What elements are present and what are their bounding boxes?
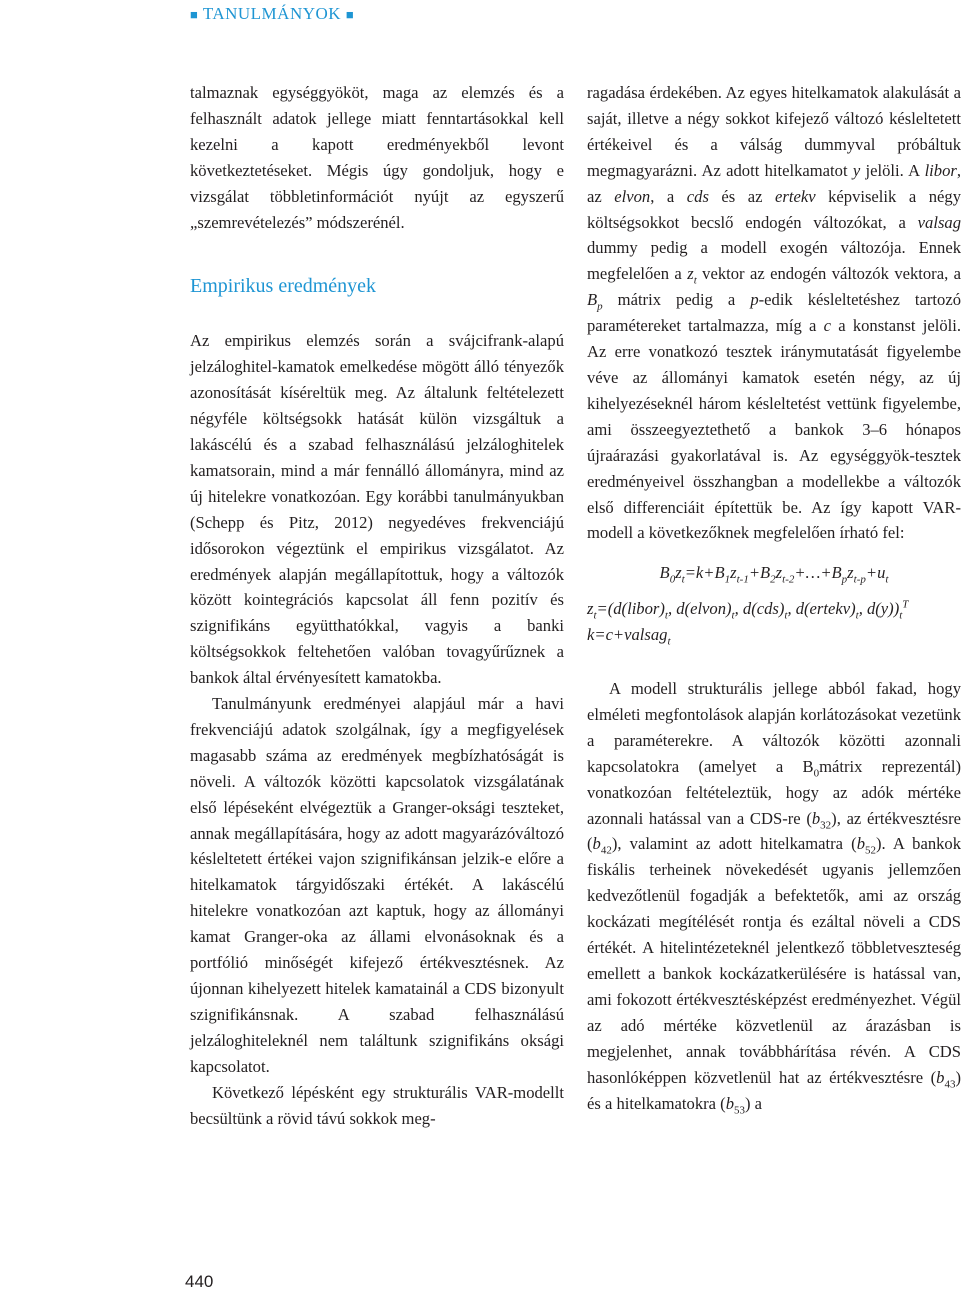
equation-var-model: $B_0z_t=k+B_1z_{t-1}+B_2z_{t-2}+\dots+B_pz_{t-p}+u_t$: [659, 563, 889, 586]
left-paragraph-2: Az empirikus elemzés során a svájcifrank-alapú jelzáloghitel-kamatok emelkedése mögött álló tényezők azonosítását kíséreltük meg. Az általunk feltételezett négyféle költségsokk hatását külön vizsgáltuk a lakáscélú és a szabad felhasználású jelzáloghitelek kamatsorain, mind a már fennálló állományra, mind az új hitelekre vonatkozóan. Egy korábbi tanulmányukban (Schepp és Pitz, 2012) negyedéves frekvenciájú idősorokon végeztünk el empirikus vizsgálatot. Az eredmények alapján megállapítottuk, hogy a változók között kointegrációs kapcsolat áll fenn pozitív és szignifikáns együtthatókkal, vagyis a banki költségsokkok feltehetően valóban tovagyűrűznek a bankok által érvényesített kamatokba.: [190, 331, 564, 688]
left-paragraph-1: talmaznak egységgyököt, maga az elemzés és a felhasznált adatok jellege miatt fenntartásokkal kell kezelni a kapott eredményekből levont következtetéseket. Mégis úgy gondoljuk, hogy e vizsgálat többletinformációt nyújt az egyszerű „szemrevételezés” módszerénél.: [190, 83, 564, 232]
header-square-right: ■: [345, 7, 355, 22]
left-paragraph-3: Tanulmányunk eredményei alapjául már a havi frekvenciájú adatok szolgálnak, így a megfigyelések magasabb száma az eredmények megbízhatóságát is növeli. A változók közötti kapcsolatok vizsgálatának első lépéseként elvégeztük a Granger-oksági teszteket, annak megállapítására, hogy az adott magyarázóváltozó késleltetett értékei vajon szignifikánsan jelzik-e előre a hitelkamatok tárgyidőszaki értékét. A lakáscélú hitelekre vonatkozóan azt kaptuk, hogy az állományi kamat Granger-oka az állami elvonásoknak és a portfólió minőségét kifejező értékvesztésnek. Az újonnan kihelyezett hitelek kamatainál a CDS bizonyult szignifikánsnak. A szabad felhasználású jelzáloghiteleknél nem találtunk szignifikáns oksági kapcsolatot.: [190, 694, 564, 1076]
section-heading: Empirikus eredmények: [190, 275, 377, 298]
right-paragraph-2: A modell strukturális jellege abból fakad, hogy elméleti megfontolások alapján korlátozásokat vezetünk a paraméterekre. A változók közötti azonnali kapcsolatokra (amelyet a $B_0mátrix$ reprezentál) vonatkozóan feltételeztük, hogy az adók mértéke azonnali hatással van a CDS-re $(b_{32})$, az értékvesztésre $(b_{42})$, valamint az adott hitelkamatra $(b_{52})$. A bankok fiskális terheinek növekedését ugyanis jellemzően kedvezőtlenül fogadják a befektetők, ami az ország kockázati megítélését rontja és ezáltal növeli a CDS értékét. A hitelintézeteknél jelentkező többletveszteség emellett a bankok kockázatkerülésére is hatással van, ami fokozott értékvesztésképzést eredményezhet. Végül az adó mértéke közvetlenül az árazásban is megjelenhet, annak továbbhárítása révén. A CDS hasonlóképpen közvetlenül hat az értékvesztésre $(b_{43})$ és a hitelkamatokra $(b_{53})$ a: [587, 679, 961, 1116]
equation-z-vector: $z_t=(d(libor)_t$, $d(elvon)_t$, $d(cds)_t$, $d(ertekv)_t$, $d(y))_t^T$: [587, 598, 909, 622]
equation-block: [587, 560, 961, 648]
equation-constant: k=c+valsag$_t$: [587, 625, 671, 648]
left-column: [190, 80, 564, 1131]
right-column: [587, 80, 961, 1116]
header-label: TANULMÁNYOK: [202, 4, 342, 23]
left-paragraph-4: Következő lépésként egy strukturális VAR-modellt becsültünk a rövid távú sokkok meg-: [190, 1082, 564, 1128]
header-square-left: ■: [190, 7, 199, 22]
right-paragraph-1: ragadása érdekében. Az egyes hitelkamatok alakulását a saját, illetve a négy sokkot kifejező változó késleltetett értékeivel és a válság dummyval próbáltuk megmagyarázni. Az adott hitelkamatot y jelöli. A libor, az elvon, a cds és az ertekv képviselik a négy költségsokkot becslő endogén változókat, a valsag dummy pedig a modell exogén változója. Ennek megfelelően a $z_t$ vektor az endogén változók vektora, a $B_p$ mátrix pedig a p-edik késleltetéshez tartozó paramétereket tartalmazza, míg a c a konstanst jelöli. Az erre vonatkozó tesztek iránymutatását figyelembe véve az állományi kamatok esetén négy, az új kihelyezéseknél három késleltetést vettünk figyelembe, ami összeegyeztethető a bankok 3–6 hónapos újraárazási gyakorlatával is. Az egységgyök-tesztek eredményeivel összhangban a modellekbe a változók első differenciáit építettük be. Az így kapott VAR-modell a következőknek megfelelően írható fel:: [587, 83, 961, 543]
page-number: 440: [185, 1272, 214, 1291]
running-header: [190, 4, 354, 24]
